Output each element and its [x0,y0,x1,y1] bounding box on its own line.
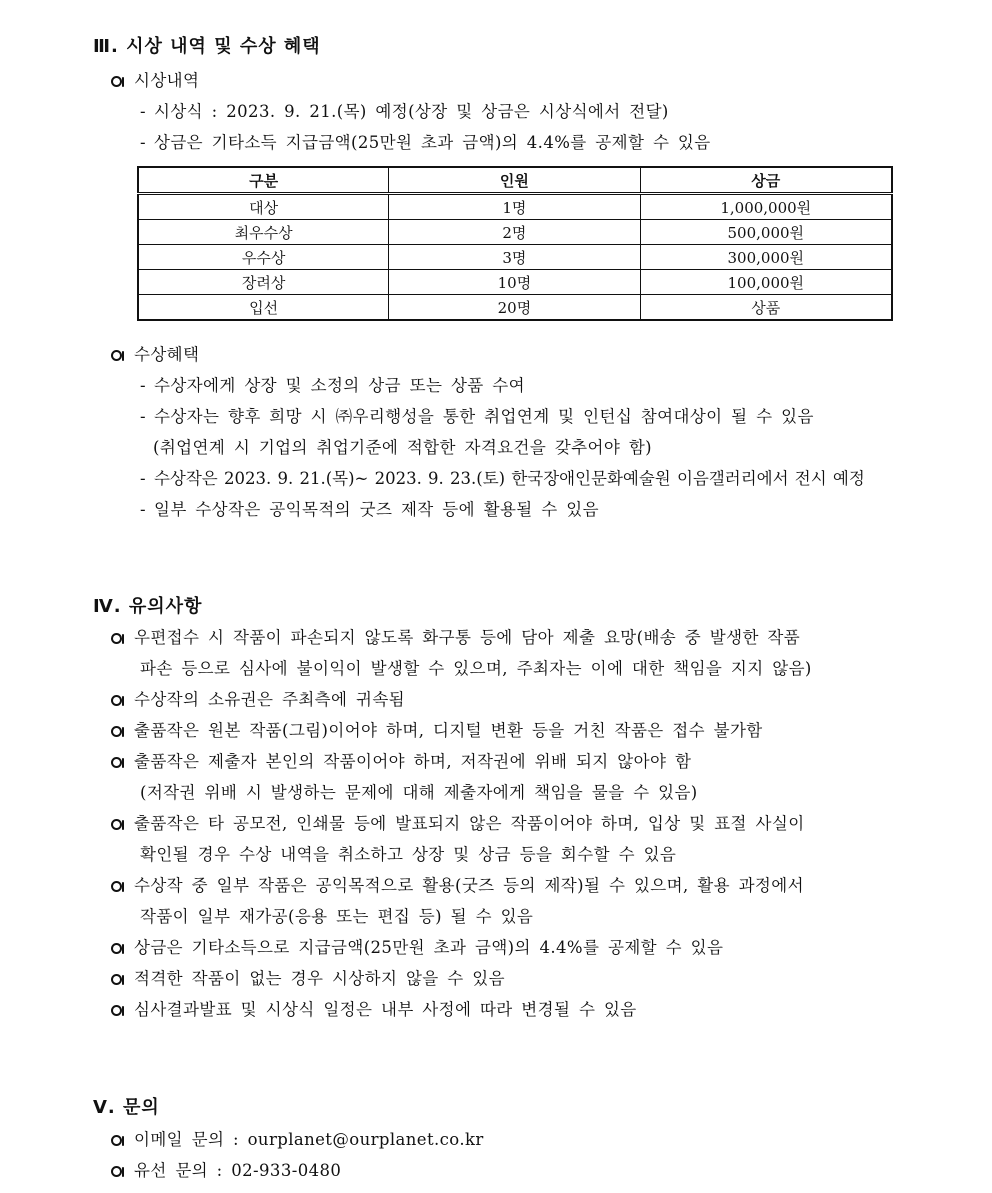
table-row [138,220,892,245]
item-text: 적격한 작품이 없는 경우 시상하지 않을 수 있음 [134,969,505,988]
notice-item [111,934,723,958]
dash-icon: - [140,102,146,121]
circle-bullet-icon [111,76,122,87]
prize-table [137,166,893,321]
headcount-cell: 10명 [389,270,640,295]
headcount-cell: 1명 [389,194,640,220]
section-3-title: Ⅲ. 시상 내역 및 수상 혜택 [93,36,321,57]
notice-item-continuation: 확인될 경우 수상 내역을 취소하고 상장 및 상금 등을 회수할 수 있음 [140,845,677,864]
circle-bullet-icon [111,633,122,644]
benefits-heading [111,341,199,365]
circle-bullet-icon [111,350,122,361]
item-text: 상금은 기타소득으로 지급금액(25만원 초과 금액)의 4.4%를 공제할 수 있음 [134,938,724,957]
heading-text: 수상혜택 [134,345,200,364]
dash-icon: - [140,500,146,519]
headcount-cell: 3명 [389,245,640,270]
benefits-item [140,403,814,427]
circle-bullet-icon [111,943,122,954]
circle-bullet-icon [111,1005,122,1016]
circle-bullet-icon [111,695,122,706]
item-text: 수상작은 2023. 9. 21.(목)~ 2023. 9. 23.(토) 한국장애인문화예술원 이음갤러리에서 전시 예정 [153,469,865,488]
award-name-cell: 대상 [138,194,389,220]
notice-item [111,965,505,989]
notice-item [111,996,637,1020]
item-text: 출품작은 타 공모전, 인쇄물 등에 발표되지 않은 작품이어야 하며, 입상 및 표절 사실이 [134,814,805,833]
column-header: 상금 [640,167,892,194]
item-text: 출품작은 제출자 본인의 작품이어야 하며, 저작권에 위배 되지 않아야 함 [134,752,692,771]
phone-number: 02-933-0480 [231,1161,342,1180]
item-text: 수상작 중 일부 작품은 공익목적으로 활용(굿즈 등의 제작)될 수 있으며, 활용 과정에서 [134,876,804,895]
notice-item [111,686,405,710]
circle-bullet-icon [111,881,122,892]
phone-contact [111,1157,341,1181]
notice-item-continuation: (저작권 위배 시 발생하는 문제에 대해 제출자에게 책임을 물을 수 있음) [140,783,698,802]
table-row [138,270,892,295]
email-label: 이메일 문의 : [134,1130,248,1149]
headcount-cell: 20명 [389,295,640,321]
award-name-cell: 최우수상 [138,220,389,245]
item-text: 출품작은 원본 작품(그림)이어야 하며, 디지털 변환 등을 거친 작품은 접수 불가함 [134,721,763,740]
benefits-item [140,465,865,489]
item-text: 수상자는 향후 희망 시 ㈜우리행성을 통한 취업연계 및 인턴십 참여대상이 될 수 있음 [153,407,814,426]
dash-icon: - [140,407,146,426]
table-row [138,194,892,220]
circle-bullet-icon [111,1135,122,1146]
circle-bullet-icon [111,757,122,768]
award-details-heading [111,67,199,91]
benefits-item [140,372,525,396]
notice-item [111,810,805,834]
notice-item [111,624,800,648]
prize-amount-cell: 상품 [640,295,892,321]
notice-item-continuation: 작품이 일부 재가공(응용 또는 편집 등) 될 수 있음 [140,907,534,926]
notice-item [111,717,763,741]
award-name-cell: 장려상 [138,270,389,295]
dash-icon: - [140,376,146,395]
prize-amount-cell: 500,000원 [640,220,892,245]
item-text: 우편접수 시 작품이 파손되지 않도록 화구통 등에 담아 제출 요망(배송 중 발생한 작품 [134,628,801,647]
phone-label: 유선 문의 : [134,1161,232,1180]
table-header-row [138,167,892,194]
notice-item-continuation: 파손 등으로 심사에 불이익이 발생할 수 있으며, 주최자는 이에 대한 책임을 지지 않음) [140,659,812,678]
prize-amount-cell: 1,000,000원 [640,194,892,220]
column-header: 구분 [138,167,389,194]
headcount-cell: 2명 [389,220,640,245]
table-row [138,295,892,321]
notice-item [111,872,804,896]
award-name-cell: 우수상 [138,245,389,270]
item-text: 수상작의 소유권은 주최측에 귀속됨 [134,690,406,709]
notice-item [111,748,691,772]
section-5-title: Ⅴ. 문의 [93,1097,160,1118]
circle-bullet-icon [111,726,122,737]
award-details-item [140,98,669,122]
section-4-title: Ⅳ. 유의사항 [93,596,203,617]
item-text: 시상식 : 2023. 9. 21.(목) 예정(상장 및 상금은 시상식에서 전달) [153,102,669,121]
award-name-cell: 입선 [138,295,389,321]
circle-bullet-icon [111,1166,122,1177]
circle-bullet-icon [111,819,122,830]
dash-icon: - [140,469,146,488]
email-contact [111,1126,484,1150]
item-text: 수상자에게 상장 및 소정의 상금 또는 상품 수여 [153,376,525,395]
email-link[interactable]: ourplanet@ourplanet.co.kr [247,1130,484,1149]
item-text: 일부 수상작은 공익목적의 굿즈 제작 등에 활용될 수 있음 [153,500,599,519]
table-row [138,245,892,270]
benefits-item [140,496,599,520]
prize-amount-cell: 100,000원 [640,270,892,295]
column-header: 인원 [389,167,640,194]
item-text: 상금은 기타소득 지급금액(25만원 초과 금액)의 4.4%를 공제할 수 있음 [153,133,711,152]
item-text: 심사결과발표 및 시상식 일정은 내부 사정에 따라 변경될 수 있음 [134,1000,637,1019]
prize-amount-cell: 300,000원 [640,245,892,270]
heading-text: 시상내역 [134,71,200,90]
dash-icon: - [140,133,146,152]
circle-bullet-icon [111,974,122,985]
award-details-item [140,129,711,153]
benefits-item-continuation: (취업연계 시 기업의 취업기준에 적합한 자격요건을 갖추어야 함) [153,438,653,457]
